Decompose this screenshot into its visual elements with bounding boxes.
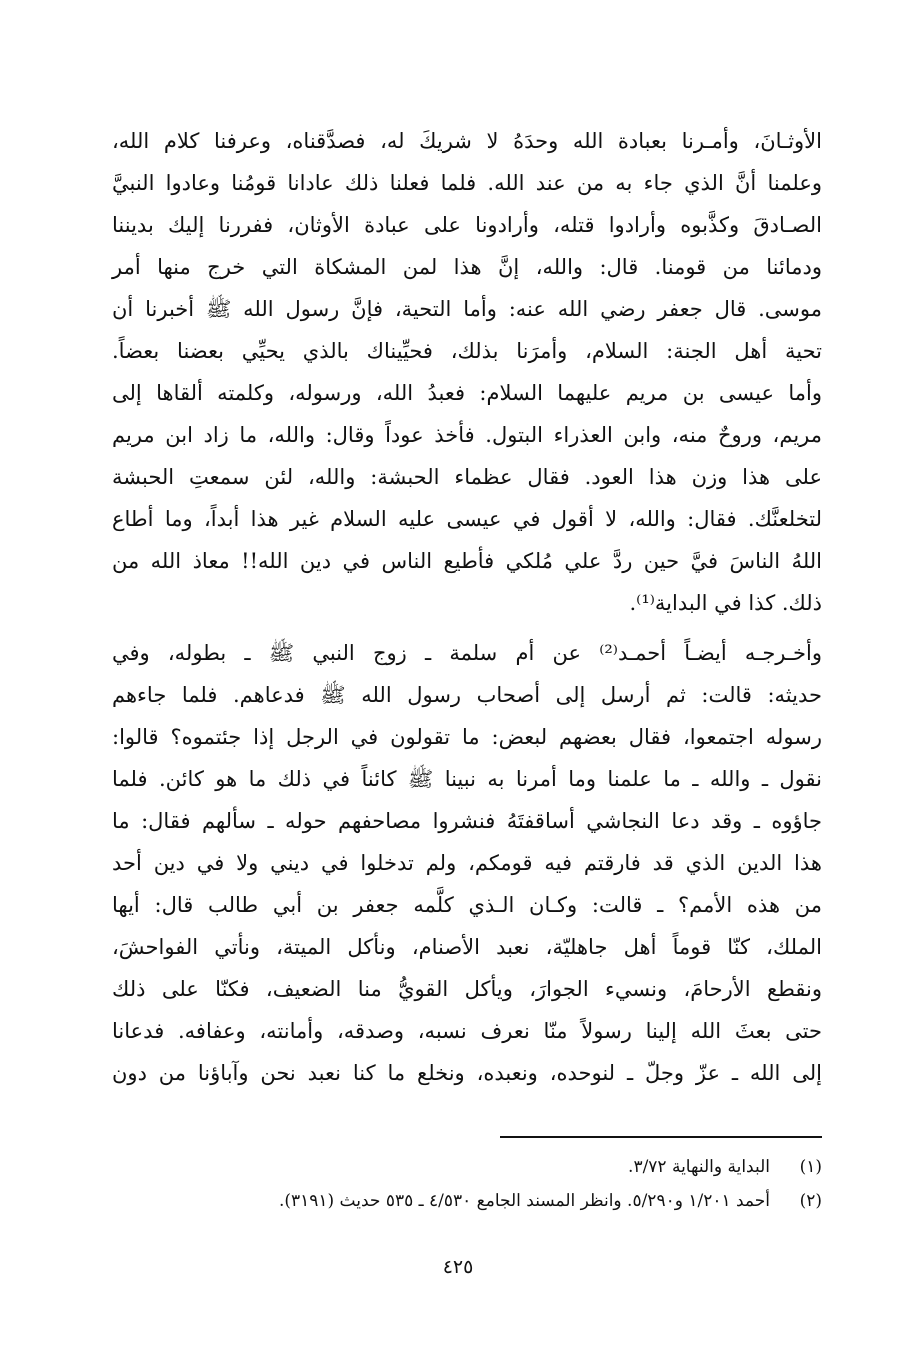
page-number: ٤٢٥ xyxy=(442,1256,474,1278)
text-line: من هذه الأمم؟ ـ قالت: وكـان الـذي كلَّمه جعفر بن أبي طالب قال: أيها xyxy=(112,893,822,917)
footnote-number: (٢) xyxy=(799,1191,822,1211)
footnote-text: أحمد ١/٢٠١ و٥/٢٩٠. وانظر المسند الجامع ٤/٥٣٠ ـ ٥٣٥ حديث (٣١٩١). xyxy=(278,1191,770,1211)
text-line: الأوثـانَ، وأمـرنا بعبادة الله وحدَهُ لا شريكَ له، فصدَّقناه، وعرفنا كلام الله، xyxy=(112,129,822,153)
paragraph-2 xyxy=(112,632,822,1094)
text-line: تحية أهل الجنة: السلام، وأمرَنا بذلك، فحيِّيناك بالذي يحيِّي بعضنا بعضاً. xyxy=(112,339,822,363)
text-line: لتخلعنَّك. فقال: والله، لا أقول في عيسى عليه السلام غير هذا أبداً، وما أطاع xyxy=(112,507,822,531)
text-line: موسى. قال جعفر رضي الله عنه: وأما التحية، فإنَّ رسول الله ﷺ أخبرنا أن xyxy=(112,297,822,321)
footnote-text: البداية والنهاية ٣/٧٢. xyxy=(628,1157,770,1177)
text-line: ذلك. كذا في البداية⁽¹⁾. xyxy=(629,591,822,615)
text-line: نقول ـ والله ـ ما علمنا وما أمرنا به نبينا ﷺ كائناً في ذلك ما هو كائن. فلما xyxy=(112,767,823,791)
text-line: وعلمنا أنَّ الذي جاء به من عند الله. فلما فعلنا ذلك عادانا قومُنا وعادوا النبيَّ xyxy=(112,171,822,195)
text-line: هذا الدين الذي قد فارقتم فيه قومكم، ولم تدخلوا في ديني ولا في دين أحد xyxy=(112,851,822,875)
text-line: رسوله اجتمعوا، فقال بعضهم لبعض: ما تقولون في الرجل إذا جئتموه؟ قالوا: xyxy=(112,725,822,749)
text-line: ونقطع الأرحامَ، ونسيء الجوارَ، ويأكل القويُّ منا الضعيف، فكنّا على ذلك xyxy=(112,977,822,1001)
text-line: الصـادقَ وكذَّبوه وأرادوا قتله، وأرادونا على عبادة الأوثان، ففررنا إليك بديننا xyxy=(112,213,822,237)
text-line: وأما عيسى بن مريم عليهما السلام: فعبدُ الله، ورسوله، وكلمته ألقاها إلى xyxy=(112,381,822,405)
text-line: اللهُ الناسَ فيَّ حين ردَّ علي مُلكي فأطيع الناس في دين الله!! معاذ الله من xyxy=(112,549,822,573)
text-line: حتى بعثَ الله إلينا رسولاً منّا نعرف نسبه، وصدقه، وأمانته، وعفافه. فدعانا xyxy=(112,1019,822,1043)
text-line: ودمائنا من قومنا. قال: والله، إنَّ هذا لمن المشكاة التي خرج منها أمر xyxy=(112,255,822,279)
text-line: على هذا وزن هذا العود. فقال عظماء الحبشة: والله، لئن سمعتِ الحبشة xyxy=(112,465,822,489)
footnote-2 xyxy=(112,1184,822,1218)
footnote-1 xyxy=(112,1150,822,1184)
text-line: الملك، كنّا قوماً أهل جاهليّة، نعبد الأصنام، ونأكل الميتة، ونأتي الفواحشَ، xyxy=(112,935,822,959)
text-line: حديثه: قالت: ثم أرسل إلى أصحاب رسول الله ﷺ فدعاهم. فلما جاءهم xyxy=(112,683,822,707)
text-line: جاؤوه ـ وقد دعا النجاشي أساقفتَهُ فنشروا مصاحفهم حوله ـ سألهم فقال: ما xyxy=(112,809,822,833)
footnotes xyxy=(112,1150,822,1218)
text-line: وأخـرجـه أيضـاً أحمـد⁽²⁾ عن أم سلمة ـ زوج النبي ﷺ ـ بطوله، وفي xyxy=(112,641,823,665)
footnote-number: (١) xyxy=(799,1157,822,1177)
text-line: مريم، وروحٌ منه، وابن العذراء البتول. فأخذ عوداً وقال: والله، ما زاد ابن مريم xyxy=(112,423,822,447)
footnote-divider xyxy=(500,1136,822,1138)
paragraph-1 xyxy=(112,120,822,624)
text-line: إلى الله ـ عزّ وجلّ ـ لنوحده، ونعبده، ونخلع ما كنا نعبد نحن وآباؤنا من دون xyxy=(112,1061,822,1085)
